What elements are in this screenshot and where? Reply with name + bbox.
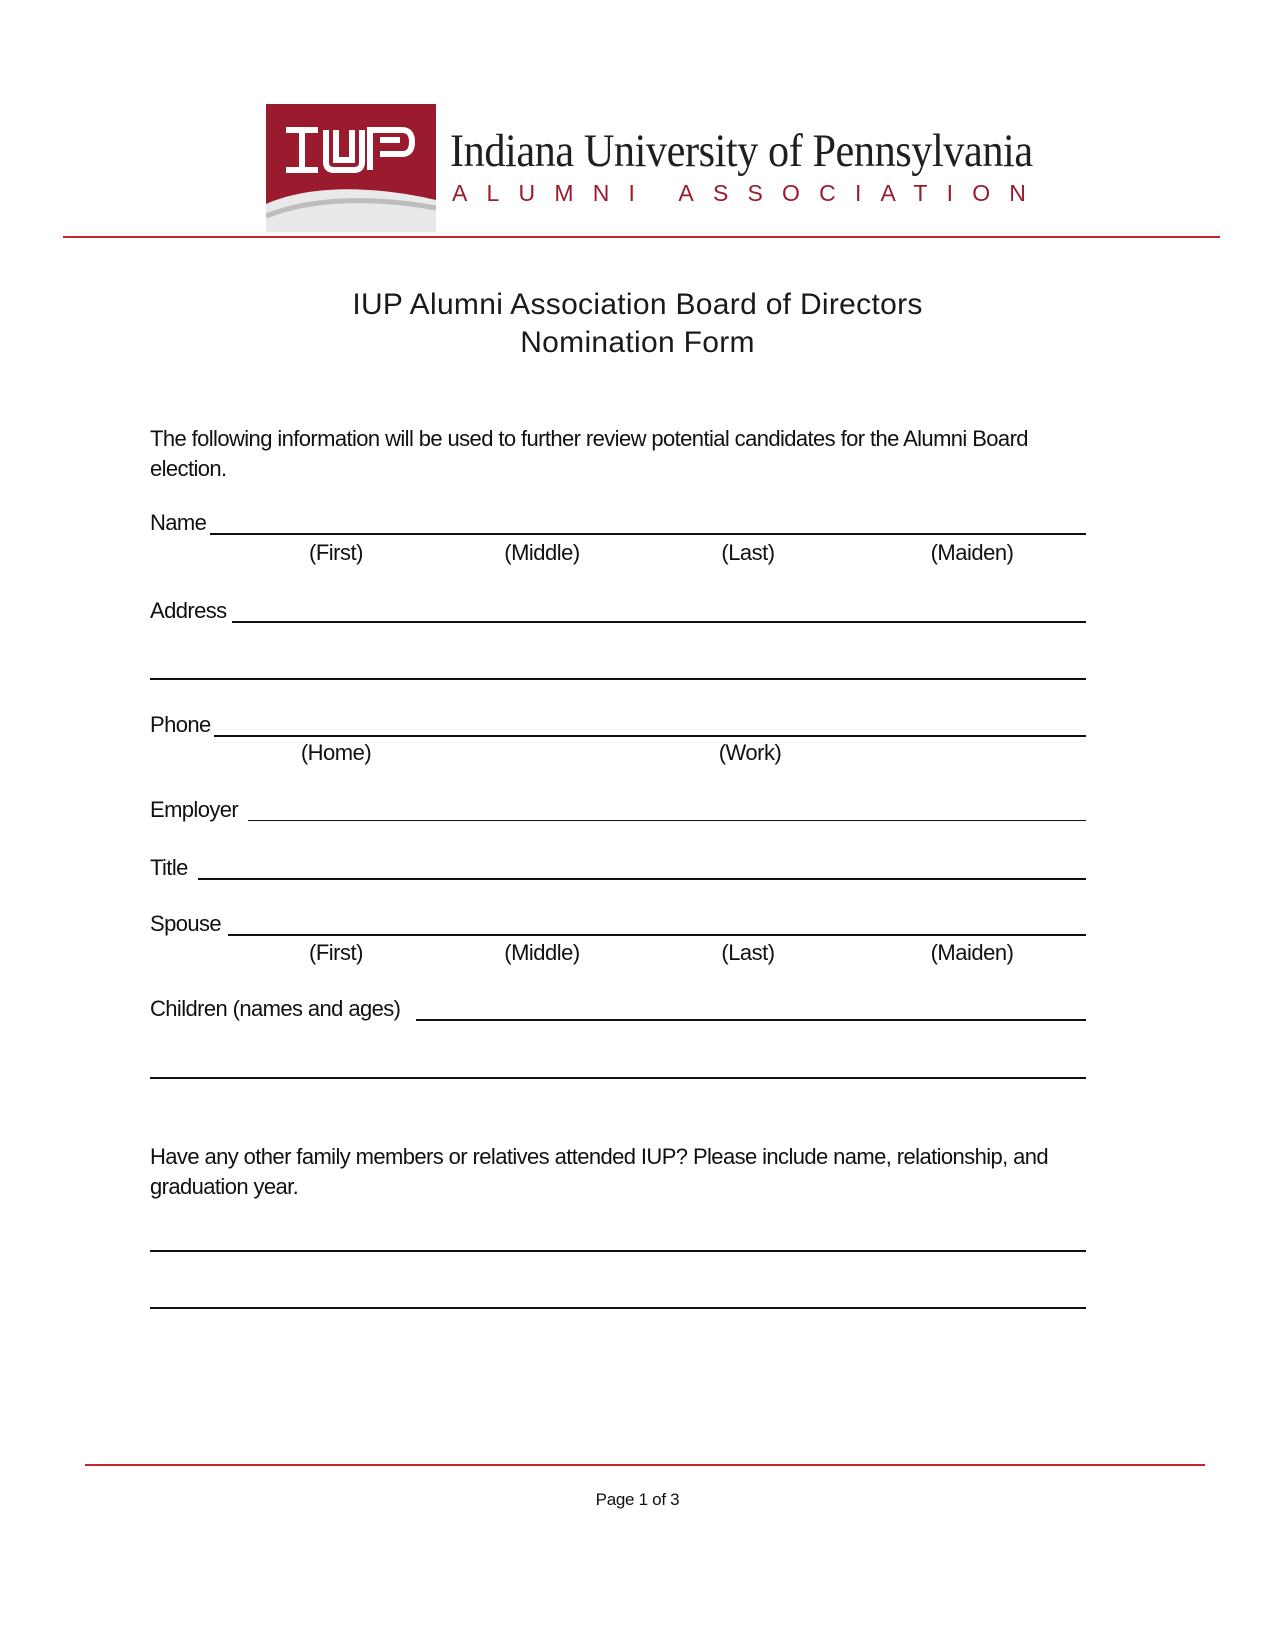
relatives-question: Have any other family members or relatives attended IUP? Please include name, relationship, and graduation year. [150, 1144, 1049, 1199]
form-title: IUP Alumni Association Board of Directors [352, 288, 923, 321]
name-field[interactable] [210, 533, 1086, 535]
iup-logo-mark [266, 104, 436, 232]
job-title-label: Title [150, 855, 188, 880]
name-label: Name [150, 510, 207, 535]
spouse-field[interactable] [228, 934, 1086, 936]
job-title-field[interactable] [198, 878, 1086, 880]
phone-work-sublabel: (Work) [718, 740, 782, 765]
name-last-sublabel: (Last) [721, 540, 775, 565]
footer-rule [85, 1464, 1205, 1466]
header-rule [63, 236, 1220, 238]
address-field-line-1[interactable] [232, 621, 1086, 623]
address-field-line-2[interactable] [150, 678, 1086, 680]
address-label: Address [150, 598, 227, 623]
children-field-line-1[interactable] [416, 1019, 1086, 1021]
children-label: Children (names and ages) [150, 996, 401, 1021]
spouse-first-sublabel: (First) [309, 940, 363, 965]
name-first-sublabel: (First) [309, 540, 363, 565]
phone-label: Phone [150, 712, 211, 737]
phone-field[interactable] [214, 735, 1086, 737]
intro-text: The following information will be used to further review potential candidates for the Alumni Board election. [150, 426, 1028, 481]
university-name: Indiana University of Pennsylvania [450, 125, 1033, 177]
form-subtitle: Nomination Form [520, 326, 755, 359]
name-maiden-sublabel: (Maiden) [930, 540, 1014, 565]
relatives-field-line-1[interactable] [150, 1250, 1086, 1252]
spouse-label: Spouse [150, 911, 222, 936]
association-logo [266, 104, 1046, 232]
association-name: ALUMNI ASSOCIATION [452, 180, 1046, 206]
phone-home-sublabel: (Home) [300, 740, 372, 765]
spouse-last-sublabel: (Last) [721, 940, 775, 965]
page-number: Page 1 of 3 [595, 1490, 680, 1509]
employer-field[interactable] [248, 820, 1086, 821]
spouse-maiden-sublabel: (Maiden) [930, 940, 1014, 965]
relatives-field-line-2[interactable] [150, 1307, 1086, 1309]
employer-label: Employer [150, 797, 239, 822]
children-field-line-2[interactable] [150, 1077, 1086, 1079]
name-middle-sublabel: (Middle) [504, 540, 580, 565]
spouse-middle-sublabel: (Middle) [504, 940, 580, 965]
